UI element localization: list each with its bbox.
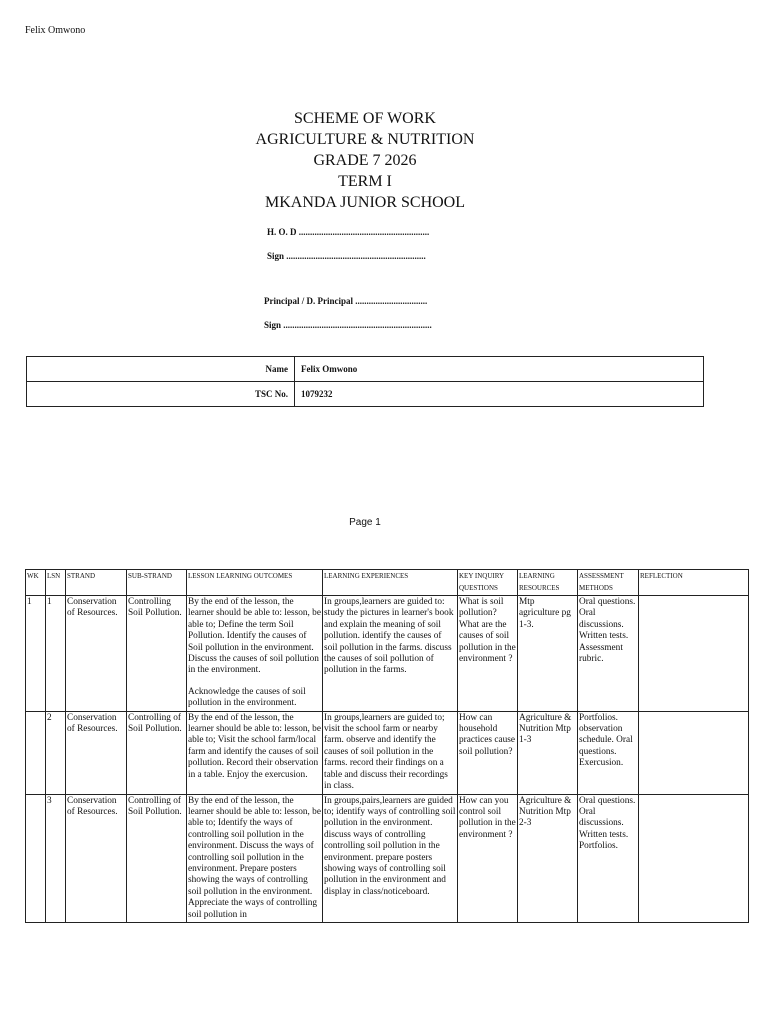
hod-sign-line: Sign .............................................................. (267, 251, 426, 261)
cell-sub-strand: Controlling Soil Pollution. (127, 596, 187, 712)
cell-resources: Mtp agriculture pg 1-3. (518, 596, 578, 712)
header-wk: WK (26, 570, 46, 596)
cell-sub-strand: Controlling of Soil Pollution. (127, 794, 187, 922)
tsc-row (27, 382, 704, 407)
cell-lsn: 3 (46, 794, 66, 922)
cell-wk (26, 711, 46, 794)
name-value: Felix Omwono (295, 357, 704, 382)
cell-assessment: Oral questions. Oral discussions. Written tests. Assessment rubric. (578, 596, 639, 712)
tsc-label: TSC No. (27, 382, 295, 407)
cell-questions: How can household practices cause soil pollution? (458, 711, 518, 794)
hod-line: H. O. D .......................................................... (267, 227, 430, 237)
tsc-value: 1079232 (295, 382, 704, 407)
table-row (26, 711, 749, 794)
name-row (27, 357, 704, 382)
cell-experiences: In groups,learners are guided to; visit the school farm or nearby farm. observe and identify the causes of soil pollution in the farms. record their findings on a table and discuss their recordings in class. (323, 711, 458, 794)
document-title (0, 108, 730, 213)
header-questions: KEY INQUIRY QUESTIONS (458, 570, 518, 596)
cell-lsn: 1 (46, 596, 66, 712)
outcomes-extra-text: Acknowledge the causes of soil pollution in the environment. (188, 686, 306, 709)
header-lsn: LSN (46, 570, 66, 596)
header-outcomes: LESSON LEARNING OUTCOMES (187, 570, 323, 596)
outcomes-text: By the end of the lesson, the learner should be able to: lesson, be able to; Define the term Soil Pollution. Identify the causes of Soil pollution in the environment. Discuss the causes of soil pollution in the environment. (188, 597, 321, 676)
cell-outcomes: By the end of the lesson, the learner should be able to: lesson, be able to; Identify the ways of controlling soil pollution in the environment. Discuss the ways of controlling soil pollution in the environment. Prepare posters showing the ways of controlling soil pollution in the environment. Appreciate the ways of controlling soil pollution in (187, 794, 323, 922)
title-line-2: AGRICULTURE & NUTRITION (255, 131, 475, 148)
principal-sign-line: Sign .................................................................. (264, 320, 432, 330)
header-strand: STRAND (66, 570, 127, 596)
table-row (26, 794, 749, 922)
cell-experiences: In groups,learners are guided to: study the pictures in learner's book and explain the meaning of soil pollution. identify the causes of soil pollution in the farms. discuss the causes of soil pollution of pollution in the farms. (323, 596, 458, 712)
header-resources: LEARNING RESOURCES (518, 570, 578, 596)
cell-experiences: In groups,pairs,learners are guided to; identify ways of controlling soil pollution in the environment. discuss ways of controlling controlling soil pollution in the environment. prepare posters showing ways of controlling soil pollution in the environment and display in class/noticeboard. (323, 794, 458, 922)
cell-strand: Conservation of Resources. (66, 596, 127, 712)
cell-assessment: Portfolios. observation schedule. Oral questions. Exercusion. (578, 711, 639, 794)
header-sub-strand: SUB-STRAND (127, 570, 187, 596)
table-row (26, 596, 749, 712)
title-line-3: GRADE 7 2026 (313, 152, 417, 169)
cell-wk: 1 (26, 596, 46, 712)
cell-resources: Agriculture & Nutrition Mtp 2-3 (518, 794, 578, 922)
header-reflection: REFLECTION (639, 570, 749, 596)
cell-strand: Conservation of Resources. (66, 794, 127, 922)
title-line-5: MKANDA JUNIOR SCHOOL (264, 194, 465, 211)
table-header-row (26, 570, 749, 596)
header-author: Felix Omwono (25, 25, 86, 36)
cell-resources: Agriculture & Nutrition Mtp 1-3 (518, 711, 578, 794)
cell-outcomes (187, 596, 323, 712)
cell-reflection (639, 794, 749, 922)
header-experiences: LEARNING EXPERIENCES (323, 570, 458, 596)
cell-lsn: 2 (46, 711, 66, 794)
teacher-info-table (26, 356, 704, 407)
cell-outcomes: By the end of the lesson, the learner should be able to: lesson, be able to; Visit the school farm/local farm and identify the causes of soil pollution. Record their observation in a table. Enjoy the exercusion. (187, 711, 323, 794)
page-number: Page 1 (349, 517, 381, 528)
cell-questions: What is soil pollution? What are the causes of soil pollution in the environment ? (458, 596, 518, 712)
cell-sub-strand: Controlling of Soil Pollution. (127, 711, 187, 794)
cell-questions: How can you control soil pollution in the environment ? (458, 794, 518, 922)
name-label: Name (27, 357, 295, 382)
cell-reflection (639, 711, 749, 794)
cell-wk (26, 794, 46, 922)
cell-reflection (639, 596, 749, 712)
cell-strand: Conservation of Resources. (66, 711, 127, 794)
header-assessment: ASSESSMENT METHODS (578, 570, 639, 596)
title-line-1: SCHEME OF WORK (294, 110, 436, 127)
scheme-of-work-table (25, 569, 749, 923)
cell-assessment: Oral questions. Oral discussions. Written tests. Portfolios. (578, 794, 639, 922)
title-line-4: TERM I (338, 173, 392, 190)
principal-line: Principal / D. Principal ................................ (264, 296, 428, 306)
